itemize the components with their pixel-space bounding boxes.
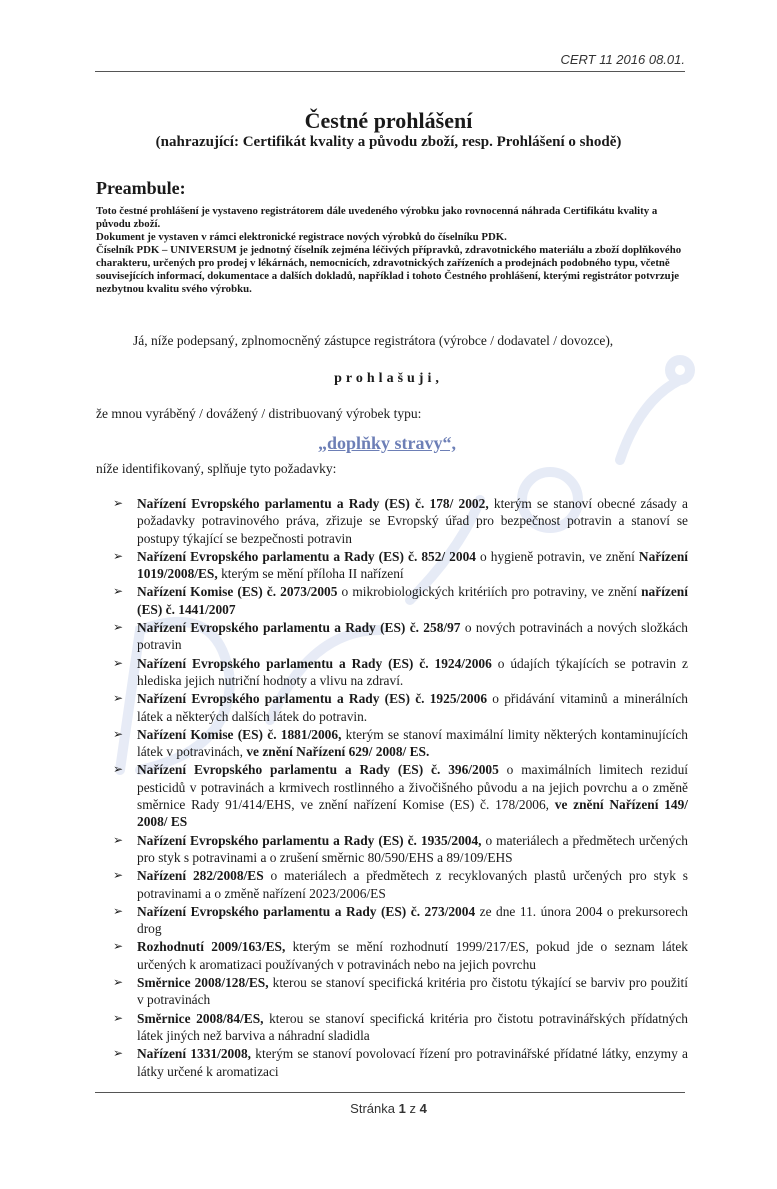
regulation-item bbox=[110, 867, 688, 902]
arrow-bullet-icon: ➢ bbox=[113, 1010, 124, 1025]
document-code: CERT 11 2016 08.01. bbox=[560, 52, 685, 67]
arrow-bullet-icon: ➢ bbox=[113, 496, 124, 510]
product-type: „doplňky stravy“, bbox=[318, 433, 457, 453]
page-subtitle: (nahrazující: Certifikát kvality a původu zboží, resp. Prohlášení o shodě) bbox=[155, 134, 622, 150]
arrow-bullet-icon: ➢ bbox=[113, 726, 124, 741]
arrow-bullet-icon: ➢ bbox=[113, 1046, 124, 1061]
regulation-item bbox=[110, 903, 688, 938]
header-rule bbox=[95, 71, 685, 72]
page-footer bbox=[0, 1101, 777, 1116]
page-title: Čestné prohlášení bbox=[304, 108, 473, 133]
regulation-description: o materiálech a předmětech určených pro styk s potravinami a o zrušení směrnic 80/590/EHS a 89/109/EHS bbox=[137, 832, 689, 865]
preamble-paragraph: Toto čestné prohlášení je vystaveno registrátorem dále uvedeného výrobku jako rovnocenná náhrada Certifikátu kvality a původu zboží. bbox=[96, 205, 658, 230]
footer-current-page: 1 bbox=[398, 1101, 406, 1116]
regulation-description: kterým se mění příloha II nařízení bbox=[217, 566, 404, 582]
preamble-heading: Preambule: bbox=[96, 178, 186, 198]
regulation-reference: Směrnice 2008/84/ES, bbox=[137, 1010, 264, 1026]
regulation-reference: Nařízení 1331/2008, bbox=[137, 1046, 251, 1062]
regulation-description: kterou se stanoví specifická kritéria pro čistotu týkající se barviv pro použití v potravinách bbox=[137, 975, 688, 1008]
regulation-item bbox=[110, 761, 688, 830]
regulation-reference: Nařízení Evropského parlamentu a Rady (ES) č. 1925/2006 bbox=[137, 691, 488, 707]
arrow-bullet-icon: ➢ bbox=[113, 655, 124, 670]
regulation-item bbox=[110, 583, 688, 618]
regulation-description: kterým se stanoví povolovací řízení pro potravinářské přídatné látky, enzymy a látky určené k aromatizaci bbox=[137, 1046, 688, 1079]
arrow-bullet-icon: ➢ bbox=[113, 691, 124, 706]
arrow-bullet-icon: ➢ bbox=[113, 939, 124, 954]
regulation-reference: ve znění Nařízení 629/ 2008/ ES. bbox=[246, 744, 430, 760]
regulation-description: o hygieně potravin, ve znění bbox=[475, 548, 639, 564]
regulation-reference: Nařízení Evropského parlamentu a Rady (ES) č. 178/ 2002, bbox=[137, 496, 489, 511]
identified-line: níže identifikovaný, splňuje tyto požadavky: bbox=[96, 461, 337, 476]
declaration-word: prohlašuji, bbox=[334, 371, 443, 386]
regulation-reference: Nařízení Evropského parlamentu a Rady (ES) č. 396/2005 bbox=[137, 762, 499, 778]
regulation-description: kterým se mění rozhodnutí 1999/217/ES, pokud jde o seznam látek určených k aromatizaci používaných v potravinách nebo na jejich povrchu bbox=[137, 939, 688, 972]
arrow-bullet-icon: ➢ bbox=[113, 903, 124, 918]
regulation-item bbox=[110, 690, 688, 725]
preamble-paragraph: Číselník PDK – UNIVERSUM je jednotný číselník zejména léčivých přípravků, zdravotnického materiálu a zboží doplňkového charakteru, určených pro prodej v lékárnách, nemocnicích, zdravotnických zařízeních a prodejnách podobného typu, včetně souvisejících informací, dokumentace a dalších dokladů, například i tohoto Čestného prohlášení, kterými registrátor potvrzuje nezbytnou kvalitu svého výrobku. bbox=[96, 244, 682, 295]
regulation-item bbox=[110, 655, 688, 690]
footer-label: Stránka bbox=[350, 1101, 395, 1116]
regulation-description: o přidávání vitaminů a minerálních látek a některých dalších látek do potravin. bbox=[137, 691, 688, 724]
regulation-item bbox=[110, 938, 688, 973]
product-line: že mnou vyráběný / dovážený / distribuovaný výrobek typu: bbox=[96, 406, 422, 421]
regulation-description: ze dne 11. února 2004 o prekursorech drog bbox=[137, 903, 688, 937]
footer-rule bbox=[95, 1092, 685, 1093]
regulation-reference: Nařízení Komise (ES) č. 1881/2006, bbox=[137, 726, 342, 742]
regulation-reference: Nařízení Evropského parlamentu a Rady (ES) č. 273/2004 bbox=[137, 903, 476, 919]
regulation-item bbox=[110, 1010, 688, 1045]
regulation-reference: Rozhodnutí 2009/163/ES, bbox=[137, 939, 286, 955]
regulation-reference: Nařízení Evropského parlamentu a Rady (ES) č. 852/ 2004 bbox=[137, 548, 476, 564]
regulation-item bbox=[110, 548, 688, 583]
regulation-item bbox=[110, 974, 688, 1009]
regulation-item bbox=[110, 619, 688, 654]
footer-total-pages: 4 bbox=[419, 1101, 427, 1116]
arrow-bullet-icon: ➢ bbox=[113, 832, 124, 847]
regulation-description: o údajích týkajících se potravin z hlediska jejich nutriční hodnoty a vlivu na zdraví. bbox=[137, 655, 688, 688]
regulation-reference: Nařízení Evropského parlamentu a Rady (ES) č. 1924/2006 bbox=[137, 655, 492, 671]
regulation-description: o nových potravinách a nových složkách potravin bbox=[137, 620, 688, 653]
regulation-description: o maximálních limitech reziduí pesticidů v potravinách a krmivech rostlinného a živočišného původu a na jejich povrchu a o změně směrnice Rady 91/414/EHS, ve znění nařízení Komise (ES) č. 178/2006, bbox=[137, 762, 688, 813]
regulation-reference: Směrnice 2008/128/ES, bbox=[137, 975, 269, 991]
regulation-reference: Nařízení 282/2008/ES bbox=[137, 868, 264, 884]
arrow-bullet-icon: ➢ bbox=[113, 548, 124, 563]
regulation-description: kterým se stanoví maximální limity některých kontaminujících látek v potravinách, bbox=[137, 726, 688, 760]
arrow-bullet-icon: ➢ bbox=[113, 975, 124, 990]
preamble-text bbox=[96, 205, 686, 296]
regulation-description: kterým se stanoví obecné zásady a požadavky potravinového práva, zřizuje se Evropský úřad pro bezpečnost potravin a stanoví se postupy týkající se bezpečnosti potravin bbox=[137, 496, 688, 546]
regulation-item bbox=[110, 832, 688, 867]
regulation-reference: Nařízení Evropského parlamentu a Rady (ES) č. 258/97 bbox=[137, 620, 461, 636]
arrow-bullet-icon: ➢ bbox=[113, 620, 124, 635]
regulations-list bbox=[110, 495, 688, 1081]
regulation-reference: Nařízení 1019/2008/ES, bbox=[137, 548, 688, 582]
footer-of: z bbox=[409, 1101, 416, 1116]
signatory-intro: Já, níže podepsaný, zplnomocněný zástupce registrátora (výrobce / dodavatel / dovozce), bbox=[133, 333, 614, 348]
regulation-reference: nařízení (ES) č. 1441/2007 bbox=[137, 584, 688, 617]
regulation-reference: Nařízení Evropského parlamentu a Rady (ES) č. 1935/2004, bbox=[137, 832, 482, 848]
regulation-reference: ve znění Nařízení 149/ 2008/ ES bbox=[137, 797, 688, 830]
regulation-description: o materiálech a předmětech z recyklovaných plastů určených pro styk s potravinami a o změně nařízení 2023/2006/ES bbox=[137, 868, 688, 901]
regulation-description: o mikrobiologických kritériích pro potraviny, ve znění bbox=[337, 584, 642, 600]
regulation-description: kterou se stanoví specifická kritéria pro čistotu potravinářských přídatných látek jiných než barviva a náhradní sladidla bbox=[137, 1010, 689, 1043]
regulation-item bbox=[110, 495, 688, 547]
regulation-item bbox=[110, 726, 688, 761]
preamble-paragraph: Dokument je vystaven v rámci elektronické registrace nových výrobků do číselníku PDK. bbox=[96, 231, 507, 243]
regulation-item bbox=[110, 1045, 688, 1080]
arrow-bullet-icon: ➢ bbox=[113, 584, 124, 599]
arrow-bullet-icon: ➢ bbox=[113, 762, 124, 777]
arrow-bullet-icon: ➢ bbox=[113, 868, 124, 883]
regulation-reference: Nařízení Komise (ES) č. 2073/2005 bbox=[137, 584, 338, 600]
